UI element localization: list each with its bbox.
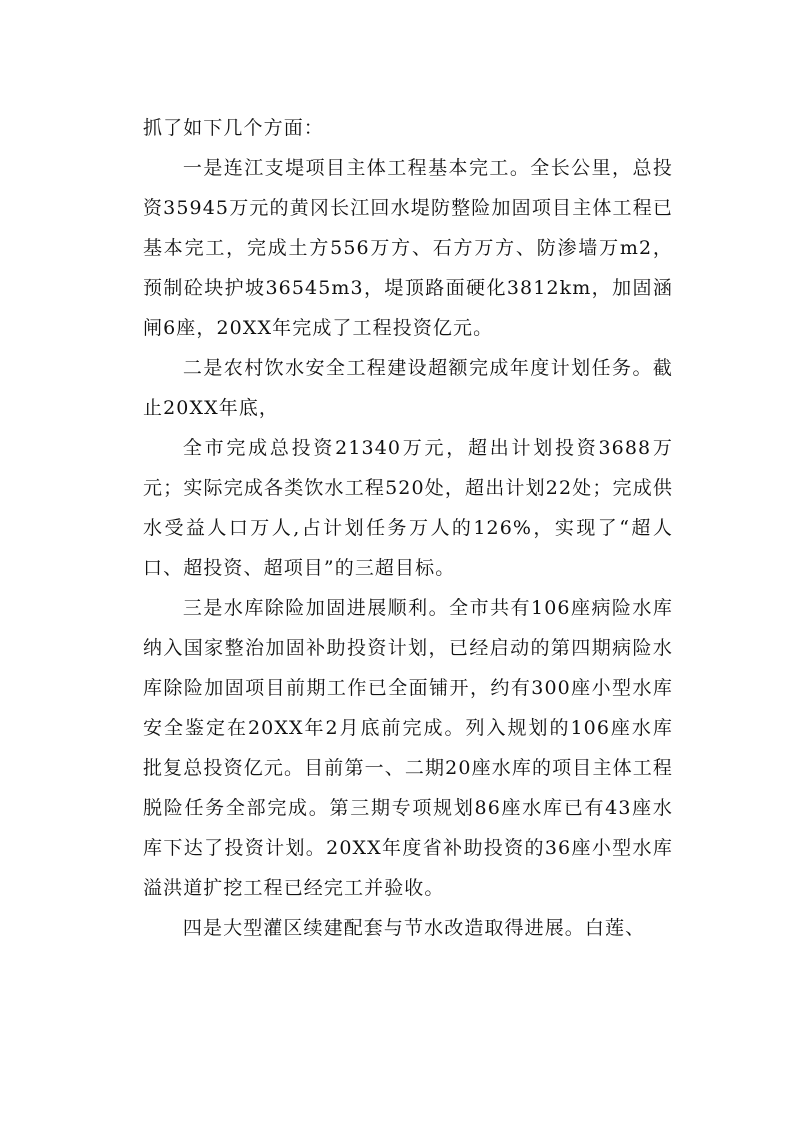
- paragraph-1: 一是连江支堤项目主体工程基本完工。全长公里，总投资35945万元的黄冈长江回水堤防整险加固项目主体工程已基本完工，完成土方556万方、石方万方、防渗墙万m2，预制砼块护坡36545m3，堤顶路面硬化3812km，加固涵闸6座，20XX年完成了工程投资亿元。: [143, 157, 673, 339]
- document-body: [143, 108, 673, 948]
- paragraph-4: 三是水库除险加固进展顺利。全市共有106座病险水库纳入国家整治加固补助投资计划，已经启动的第四期病险水库除险加固项目前期工作已全面铺开，约有300座小型水库安全鉴定在20XX年2月底前完成。列入规划的106座水库批复总投资亿元。目前第一、二期20座水库的项目主体工程脱险任务全部完成。第三期专项规划86座水库已有43座水库下达了投资计划。20XX年度省补助投资的36座小型水库溢洪道扩挖工程已经完工并验收。: [143, 597, 673, 899]
- paragraph-5: 四是大型灌区续建配套与节水改造取得进展。白莲、: [182, 917, 646, 939]
- paragraph-3: 全市完成总投资21340万元，超出计划投资3688万元；实际完成各类饮水工程520处，超出计划22处；完成供水受益人口万人,占计划任务万人的126%，实现了“超人口、超投资、超项目”的三超目标。: [143, 437, 673, 579]
- paragraph-2: 二是农村饮水安全工程建设超额完成年度计划任务。截止20XX年底，: [143, 357, 673, 419]
- paragraph-intro: 抓了如下几个方面：: [143, 117, 324, 139]
